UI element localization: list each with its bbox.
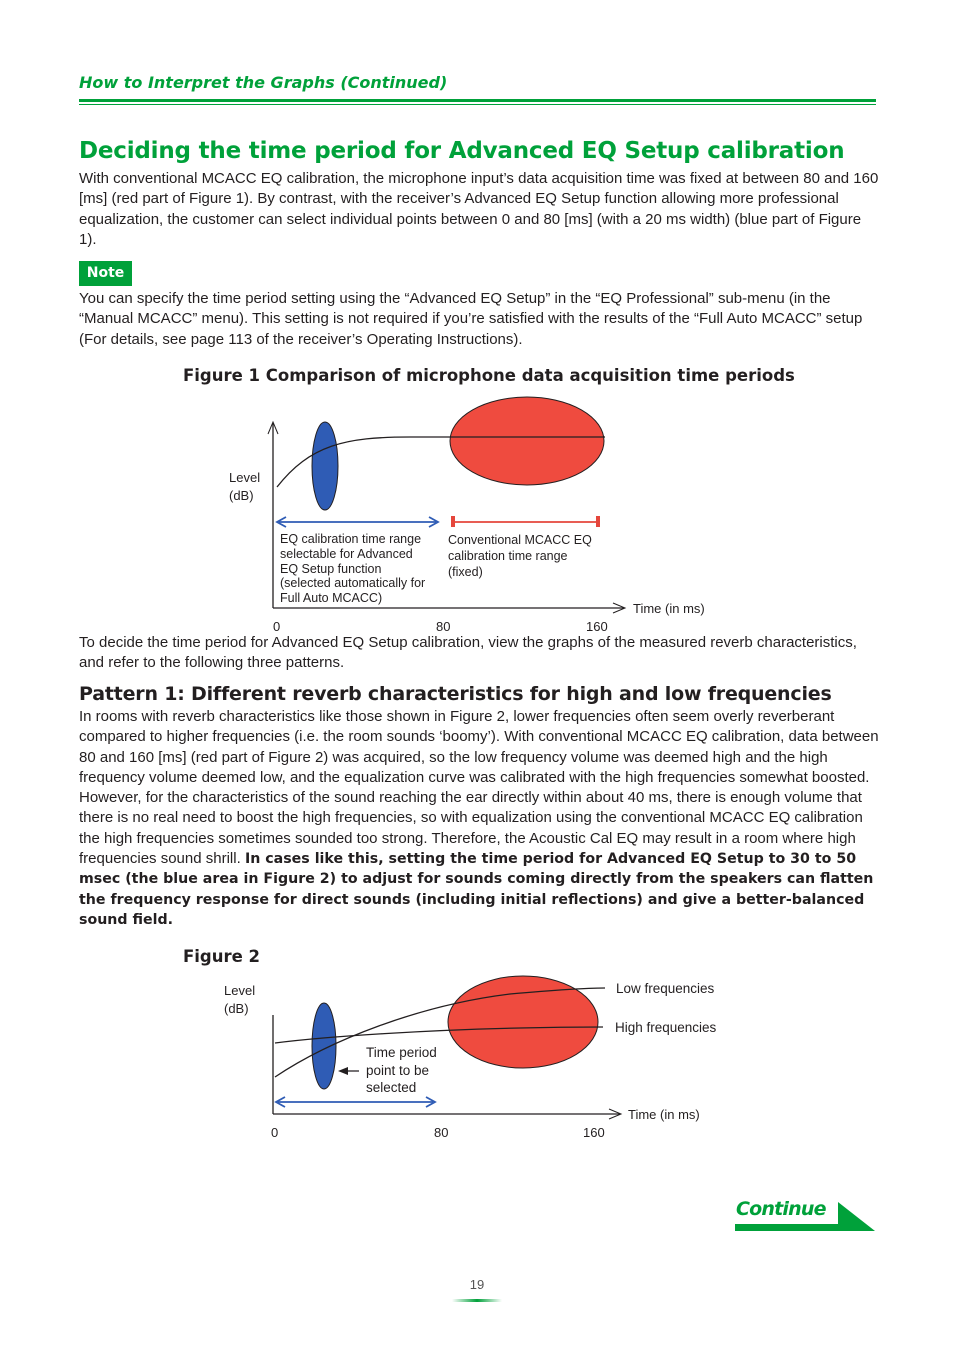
figure2-tick-0: 0 xyxy=(271,1125,279,1140)
pattern1-body-bold: In cases like this, setting the time period for Advanced EQ Setup to 30 to 50 msec (the blue area in Figure 2) to adjust for sounds coming directly from the speakers can flatten the frequency response for direct sounds (including initial reflections) and give a better-balanced sound field. xyxy=(79,851,874,928)
after-figure1-paragraph: To decide the time period for Advanced EQ Setup calibration, view the graphs of the measured reverb characteristics, and refer to the following three patterns. xyxy=(79,634,857,672)
figure2-time-label-line1: Time period xyxy=(366,1045,437,1060)
figure1-tick-0: 0 xyxy=(273,619,281,634)
figure1-tick-80: 80 xyxy=(436,619,451,634)
figure1-blue-label-line1: EQ calibration time range xyxy=(280,532,422,546)
figure2-low-freq-label: Low frequencies xyxy=(616,981,715,996)
figure2-tick-80: 80 xyxy=(434,1125,449,1140)
figure1-red-label-line2: calibration time range xyxy=(448,549,568,563)
figure2-time-label-line3: selected xyxy=(366,1080,417,1095)
figure1-blue-label-line5: Full Auto MCACC) xyxy=(280,591,383,605)
figure1-xlabel: Time (in ms) xyxy=(633,601,705,616)
figure1-caption: Figure 1 Comparison of microphone data acquisition time periods xyxy=(183,366,795,385)
intro-paragraph: With conventional MCACC EQ calibration, the microphone input’s data acquisition time was fixed at between 80 and 160 [ms] (red part of Figure 1). By contrast, with the receiver’s Advanced EQ Setup function allowing more professional equalization, the customer can select individual points between 0 and 80 [ms] (with a 20 ms width) (blue part of Figure 1). xyxy=(79,170,879,248)
continue-label: Continue xyxy=(736,1198,826,1220)
figure2-high-freq-label: High frequencies xyxy=(615,1020,717,1035)
continue-marker xyxy=(734,1198,876,1232)
figure1-blue-label-line4: (selected automatically for xyxy=(280,576,426,590)
figure1-blue-label-line2: selectable for Advanced xyxy=(280,547,413,561)
figure2-pointer-arrowhead xyxy=(338,1067,348,1075)
note-text: You can specify the time period setting using the “Advanced EQ Setup” in the “EQ Professional” sub-menu (in the “Manual MCACC” menu). This setting is not required if you’re satisfied with the results of the “Full Auto MCACC” setup (For details, see page 113 of the receiver’s Operating Instructions). xyxy=(79,290,863,348)
figure2-caption: Figure 2 xyxy=(183,947,261,966)
figure1-ylabel-unit: (dB) xyxy=(229,488,254,503)
pattern1-body-text: In rooms with reverb characteristics like those shown in Figure 2, lower frequencies often seem overly reverberant compared to higher frequencies (i.e. the room sounds ‘boomy’). With conventional MCACC EQ calibration, data between 80 and 160 [ms] (red part of Figure 2) was acquired, so the low frequency volume was deemed high and the high frequency volume deemed low, and the equalization curve was calibrated with the high frequencies somewhat boosted. However, for the characteristics of the sound reaching the ear directly within about 40 ms, there is enough volume that there is no real need to boost the high frequencies, so with equalization using the conventional MCACC EQ calibration the high frequencies sometimes sounded too strong. Therefore, the Acoustic Cal EQ may result in a room where high frequencies sound shrill. xyxy=(79,708,879,868)
figure2-xlabel: Time (in ms) xyxy=(628,1107,700,1122)
figure1-blue-label-line3: EQ Setup function xyxy=(280,562,382,576)
figure1-red-label-line3: (fixed) xyxy=(448,565,483,579)
figure2-ylabel-level: Level xyxy=(224,983,256,998)
pattern1-heading: Pattern 1: Different reverb characteristics for high and low frequencies xyxy=(79,683,832,705)
figure2-tick-160: 160 xyxy=(583,1125,605,1140)
section-header: How to Interpret the Graphs (Continued) xyxy=(79,73,448,92)
figure2-red-ellipse xyxy=(448,976,598,1068)
page-number: 19 xyxy=(469,1277,485,1292)
figure2-time-label-line2: point to be xyxy=(366,1063,430,1078)
figure1-ylabel-level: Level xyxy=(229,470,261,485)
figure2-ylabel-unit: (dB) xyxy=(224,1001,249,1016)
figure2-blue-ellipse xyxy=(312,1003,336,1089)
note-badge: Note xyxy=(79,261,132,286)
page-title: Deciding the time period for Advanced EQ Setup calibration xyxy=(79,138,845,164)
figure1-red-label-line1: Conventional MCACC EQ xyxy=(448,533,592,547)
figure1-tick-160: 160 xyxy=(586,619,608,634)
